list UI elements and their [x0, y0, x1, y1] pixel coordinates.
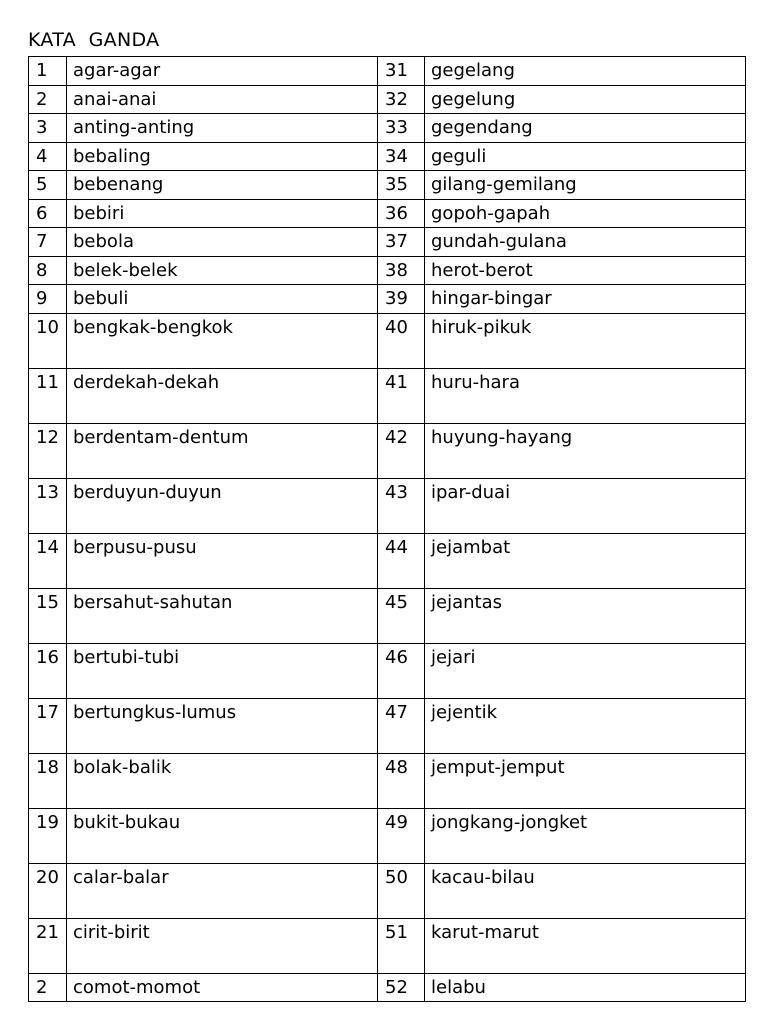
word-right: kacau-bilau — [425, 863, 746, 918]
table-row — [29, 85, 746, 114]
word-right: hingar-bingar — [425, 285, 746, 314]
word-right: jongkang-jongket — [425, 808, 746, 863]
word-right: hiruk-pikuk — [425, 313, 746, 368]
row-number-right: 39 — [378, 285, 425, 314]
table-row — [29, 753, 746, 808]
row-number-left: 1 — [29, 57, 67, 86]
table-row — [29, 368, 746, 423]
word-right: gegendang — [425, 114, 746, 143]
row-number-left: 19 — [29, 808, 67, 863]
table-row — [29, 643, 746, 698]
word-left: berdentam-dentum — [67, 423, 378, 478]
row-number-right: 48 — [378, 753, 425, 808]
word-right: gegelung — [425, 85, 746, 114]
row-number-left: 11 — [29, 368, 67, 423]
table-row — [29, 698, 746, 753]
row-number-left: 21 — [29, 918, 67, 973]
row-number-right: 35 — [378, 171, 425, 200]
row-number-left: 20 — [29, 863, 67, 918]
word-left: berpusu-pusu — [67, 533, 378, 588]
table-row — [29, 313, 746, 368]
table-row — [29, 199, 746, 228]
word-left: cirit-birit — [67, 918, 378, 973]
word-left: berduyun-duyun — [67, 478, 378, 533]
table-row — [29, 918, 746, 973]
word-right: gegelang — [425, 57, 746, 86]
word-left: belek-belek — [67, 256, 378, 285]
word-right: gundah-gulana — [425, 228, 746, 257]
row-number-right: 31 — [378, 57, 425, 86]
row-number-left: 2 — [29, 973, 67, 1002]
row-number-left: 13 — [29, 478, 67, 533]
word-right: jejantas — [425, 588, 746, 643]
row-number-right: 50 — [378, 863, 425, 918]
table-row — [29, 114, 746, 143]
row-number-left: 10 — [29, 313, 67, 368]
row-number-left: 7 — [29, 228, 67, 257]
row-number-right: 44 — [378, 533, 425, 588]
word-left: bebiri — [67, 199, 378, 228]
word-left: bolak-balik — [67, 753, 378, 808]
table-row — [29, 285, 746, 314]
table-row — [29, 808, 746, 863]
row-number-right: 41 — [378, 368, 425, 423]
table-row — [29, 228, 746, 257]
table-row — [29, 256, 746, 285]
word-left: anai-anai — [67, 85, 378, 114]
row-number-right: 37 — [378, 228, 425, 257]
word-table-body — [29, 57, 746, 1002]
row-number-right: 33 — [378, 114, 425, 143]
word-left: bertubi-tubi — [67, 643, 378, 698]
word-left: bukit-bukau — [67, 808, 378, 863]
word-left: bebenang — [67, 171, 378, 200]
word-left: bengkak-bengkok — [67, 313, 378, 368]
row-number-right: 49 — [378, 808, 425, 863]
document-title: KATA GANDA — [28, 29, 160, 51]
word-left: bebola — [67, 228, 378, 257]
word-right: jejari — [425, 643, 746, 698]
row-number-left: 18 — [29, 753, 67, 808]
word-right: gilang-gemilang — [425, 171, 746, 200]
row-number-right: 32 — [378, 85, 425, 114]
row-number-right: 52 — [378, 973, 425, 1002]
row-number-right: 45 — [378, 588, 425, 643]
word-left: derdekah-dekah — [67, 368, 378, 423]
row-number-right: 47 — [378, 698, 425, 753]
word-right: ipar-duai — [425, 478, 746, 533]
row-number-right: 38 — [378, 256, 425, 285]
row-number-left: 9 — [29, 285, 67, 314]
word-right: jemput-jemput — [425, 753, 746, 808]
word-right: gopoh-gapah — [425, 199, 746, 228]
table-row — [29, 423, 746, 478]
table-row — [29, 142, 746, 171]
row-number-left: 17 — [29, 698, 67, 753]
word-right: jejambat — [425, 533, 746, 588]
word-left: calar-balar — [67, 863, 378, 918]
word-right: huru-hara — [425, 368, 746, 423]
word-left: bertungkus-lumus — [67, 698, 378, 753]
row-number-left: 12 — [29, 423, 67, 478]
row-number-left: 15 — [29, 588, 67, 643]
row-number-right: 43 — [378, 478, 425, 533]
word-left: bebaling — [67, 142, 378, 171]
table-row — [29, 533, 746, 588]
row-number-left: 8 — [29, 256, 67, 285]
row-number-left: 6 — [29, 199, 67, 228]
row-number-right: 40 — [378, 313, 425, 368]
row-number-left: 2 — [29, 85, 67, 114]
word-right: herot-berot — [425, 256, 746, 285]
row-number-right: 51 — [378, 918, 425, 973]
word-right: jejentik — [425, 698, 746, 753]
row-number-right: 34 — [378, 142, 425, 171]
table-row — [29, 863, 746, 918]
word-right: karut-marut — [425, 918, 746, 973]
row-number-left: 16 — [29, 643, 67, 698]
word-table — [28, 56, 746, 1002]
row-number-right: 36 — [378, 199, 425, 228]
table-row — [29, 588, 746, 643]
table-row — [29, 478, 746, 533]
table-row — [29, 57, 746, 86]
word-left: agar-agar — [67, 57, 378, 86]
word-right: lelabu — [425, 973, 746, 1002]
row-number-left: 4 — [29, 142, 67, 171]
word-right: geguli — [425, 142, 746, 171]
word-left: bersahut-sahutan — [67, 588, 378, 643]
table-row — [29, 171, 746, 200]
row-number-left: 14 — [29, 533, 67, 588]
row-number-right: 46 — [378, 643, 425, 698]
row-number-right: 42 — [378, 423, 425, 478]
word-right: huyung-hayang — [425, 423, 746, 478]
table-row — [29, 973, 746, 1002]
row-number-left: 3 — [29, 114, 67, 143]
word-left: comot-momot — [67, 973, 378, 1002]
word-left: anting-anting — [67, 114, 378, 143]
word-left: bebuli — [67, 285, 378, 314]
row-number-left: 5 — [29, 171, 67, 200]
